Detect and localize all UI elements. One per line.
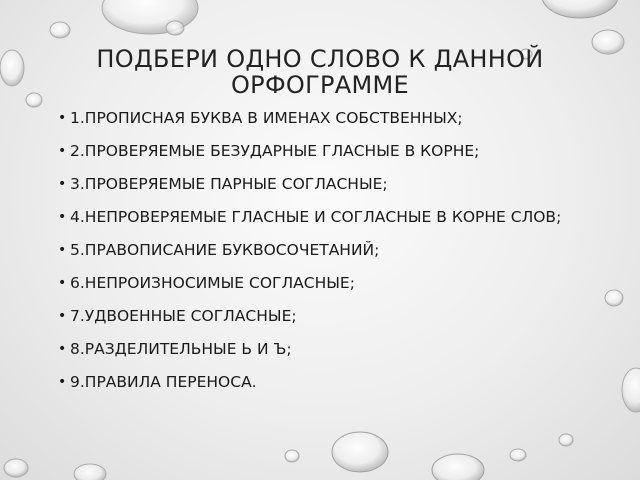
- list-item-text: 8.РАЗДЕЛИТЕЛЬНЫЕ Ь И Ъ;: [70, 340, 292, 358]
- list-item-text: 1.ПРОПИСНАЯ БУКВА В ИМЕНАХ СОБСТВЕННЫХ;: [70, 109, 463, 127]
- bullet-icon: •: [58, 209, 67, 225]
- list-item-text: 9.ПРАВИЛА ПЕРЕНОСА.: [70, 373, 257, 391]
- list-item-text: 4.НЕПРОВЕРЯЕМЫЕ ГЛАСНЫЕ И СОГЛАСНЫЕ В КОРНЕ СЛОВ;: [70, 208, 562, 226]
- bullet-icon: •: [58, 110, 67, 126]
- bullet-icon: •: [58, 341, 67, 357]
- bullet-icon: •: [58, 374, 67, 390]
- list-item: [46, 300, 626, 333]
- bullet-icon: •: [58, 176, 67, 192]
- list-item: [46, 333, 626, 366]
- bullet-icon: •: [58, 242, 67, 258]
- slide-title: ПОДБЕРИ ОДНО СЛОВО К ДАННОЙ ОРФОГРАММЕ: [96, 45, 544, 99]
- list-item: [46, 102, 626, 135]
- list-item: [46, 168, 626, 201]
- list-item-text: 7.УДВОЕННЫЕ СОГЛАСНЫЕ;: [70, 307, 297, 325]
- bullet-icon: •: [58, 275, 67, 291]
- list-item-text: 2.ПРОВЕРЯЕМЫЕ БЕЗУДАРНЫЕ ГЛАСНЫЕ В КОРНЕ;: [70, 142, 480, 160]
- bullet-icon: •: [58, 308, 67, 324]
- bullet-icon: •: [58, 143, 67, 159]
- list-item-text: 3.ПРОВЕРЯЕМЫЕ ПАРНЫЕ СОГЛАСНЫЕ;: [70, 175, 388, 193]
- list-item: [46, 366, 626, 399]
- list-item-text: 6.НЕПРОИЗНОСИМЫЕ СОГЛАСНЫЕ;: [70, 274, 355, 292]
- list-item: [46, 234, 626, 267]
- list-item: [46, 267, 626, 300]
- list-item-text: 5.ПРАВОПИСАНИЕ БУКВОСОЧЕТАНИЙ;: [70, 241, 380, 259]
- list-item: [46, 135, 626, 168]
- list-item: [46, 201, 626, 234]
- orthogram-list: [46, 102, 626, 399]
